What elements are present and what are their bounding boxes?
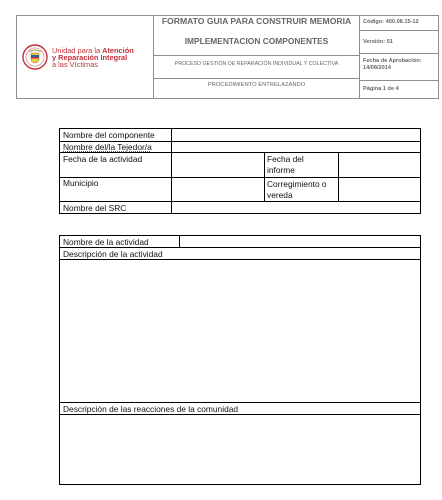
- logo-text-line1-bold: Atención: [102, 46, 134, 55]
- logo: [22, 44, 48, 75]
- procedure-name: PROCEDIMIENTO ENTRELAZANDO: [207, 82, 306, 88]
- header-meta-line-3: [359, 80, 439, 81]
- logo-text: [52, 47, 134, 68]
- input-municipio[interactable]: [172, 178, 264, 201]
- input-nombre-actividad[interactable]: [180, 236, 420, 247]
- logo-text-line3: a las Víctimas: [52, 60, 99, 69]
- label-nombre-actividad: Nombre de la actividad: [63, 237, 149, 247]
- table1-col-line: [264, 152, 265, 202]
- document-code: Código: 400.08.15-12: [363, 19, 419, 25]
- header-border-left: [16, 15, 17, 99]
- table2-row-line: [59, 402, 421, 403]
- header-mid-line-1: [153, 55, 360, 56]
- page-number: Página 1 de 4: [363, 86, 399, 92]
- input-fecha-actividad[interactable]: [172, 153, 264, 177]
- input-corregimiento[interactable]: [339, 178, 420, 201]
- header-divider-meta: [359, 15, 360, 99]
- label-fecha-informe-2: informe: [267, 165, 295, 175]
- header-meta-line-2: [359, 53, 439, 54]
- logo-text-line1: Unidad para la: [52, 46, 103, 55]
- header-mid-line-2: [153, 78, 360, 79]
- input-componente[interactable]: [172, 129, 420, 141]
- input-fecha-informe[interactable]: [339, 153, 420, 177]
- label-municipio: Municipio: [63, 178, 99, 188]
- label-src: Nombre del SRC: [63, 203, 127, 213]
- label-fecha-actividad: Fecha de la actividad: [63, 154, 143, 164]
- label-componente: Nombre del componente: [63, 130, 155, 140]
- textarea-descripcion-actividad[interactable]: [60, 260, 420, 402]
- label-corregimiento-2: vereda: [267, 190, 293, 200]
- document-title: FORMATO GUIA PARA CONSTRUIR MEMORIA: [161, 16, 352, 26]
- process-name: PROCESO GESTIÓN DE REPARACIÓN INDIVIDUAL Y COLECTIVA: [174, 61, 339, 67]
- label-fecha-informe-1: Fecha del: [267, 154, 304, 164]
- textarea-reacciones-comunidad[interactable]: [60, 415, 420, 484]
- logo-text-line2: y Reparación Integral: [52, 53, 128, 62]
- label-tejedor: Nombre del/la Tejedor/a: [63, 142, 152, 152]
- input-tejedor[interactable]: [172, 142, 420, 152]
- coat-of-arms-icon: [22, 44, 48, 70]
- table2-row-line: [59, 247, 421, 248]
- approval-date: 14/08/2014: [363, 65, 391, 71]
- label-corregimiento-1: Corregimiento o: [267, 179, 327, 189]
- header-border-right: [438, 15, 439, 99]
- document-version: Versión: 01: [363, 39, 393, 45]
- header-meta-line-1: [359, 30, 439, 31]
- input-src[interactable]: [172, 202, 420, 213]
- label-reacciones-comunidad: Descripción de las reacciones de la comunidad: [63, 404, 239, 414]
- document-subtitle: IMPLEMENTACION COMPONENTES: [184, 36, 329, 46]
- approval-label: Fecha de Aprobación:: [363, 58, 422, 64]
- header-border-bottom: [16, 98, 439, 99]
- label-descripcion-actividad: Descripción de la actividad: [63, 249, 163, 259]
